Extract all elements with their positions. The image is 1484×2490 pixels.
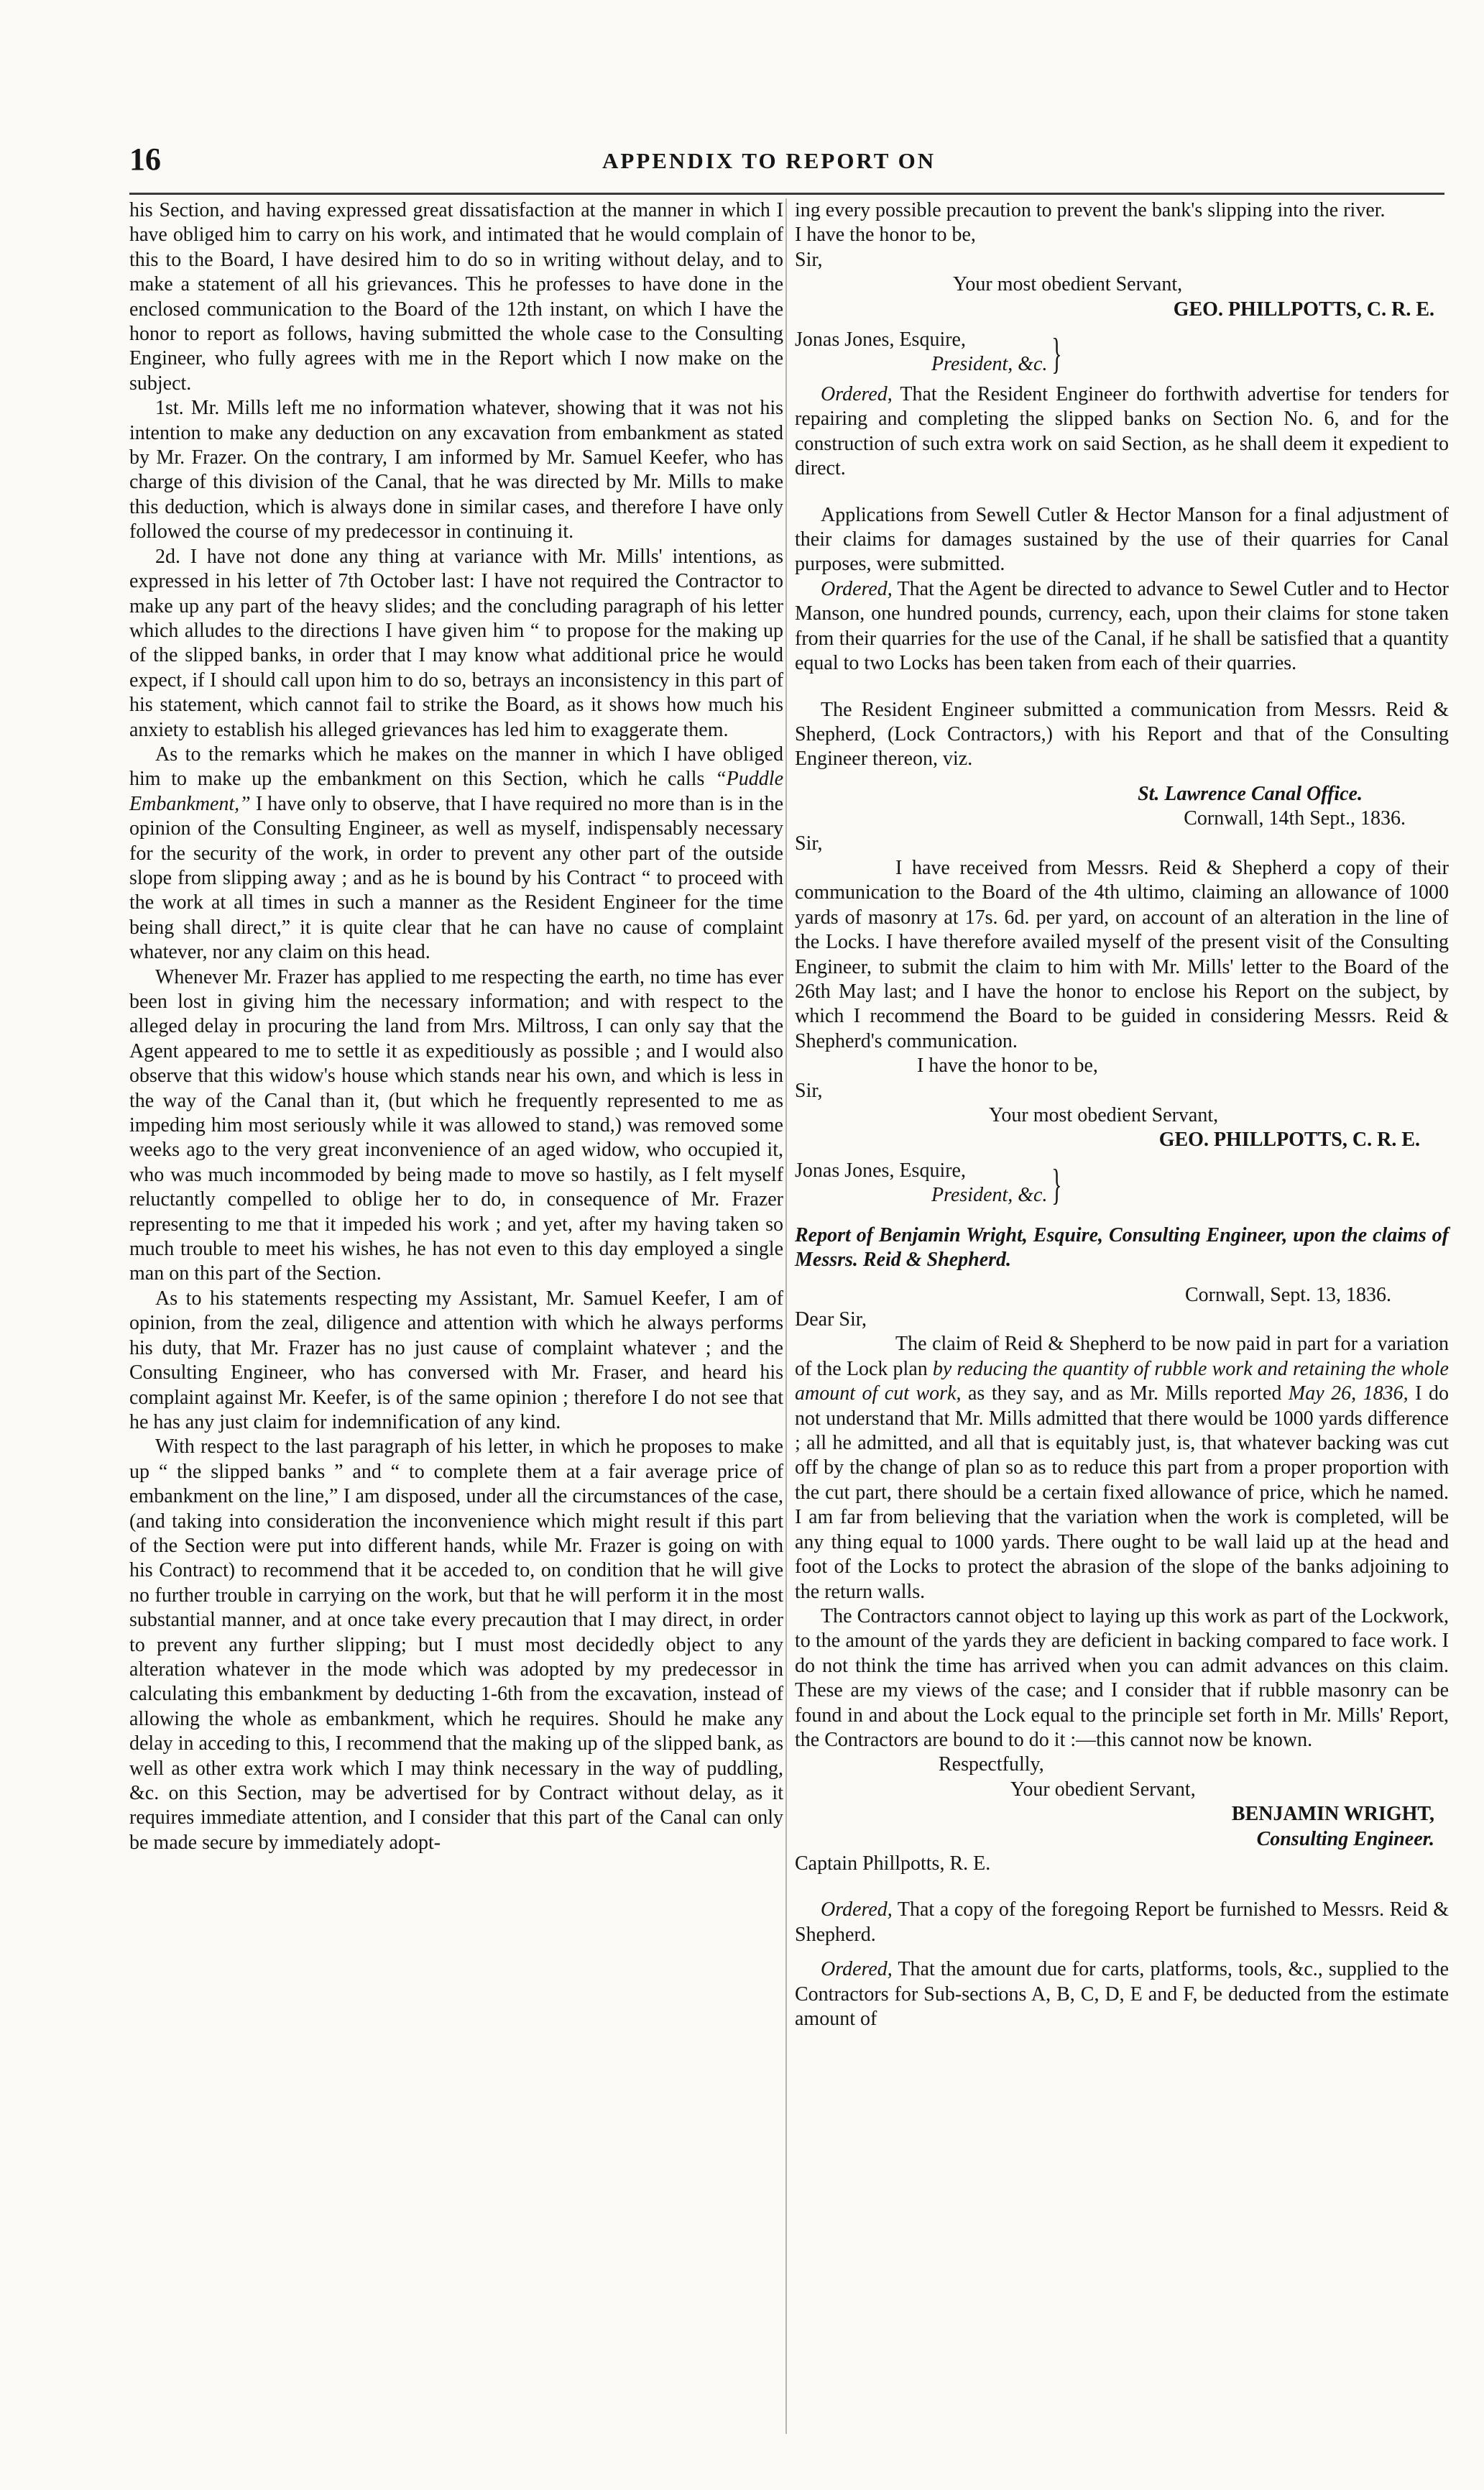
text-run: That the Agent be directed to advance to Sewel Cutler and to Hector Manson, one hundred pounds, currency, each, upon their claims for stone taken from their quarries for the use of the Canal, if he shall be satisfied that a quantity equal to two Locks has been taken from each of their quarries. xyxy=(795,577,1449,675)
text-run: That the Resident Engineer do forthwith advertise for tenders for repairing and completing the slipped banks on Section No. 6, and for the construction of such extra work on said Section, as he shall deem it expedient to direct. xyxy=(795,383,1449,480)
paragraph-ordered-advance xyxy=(795,577,1449,676)
paragraph-letter-body: I have received from Messrs. Reid & Shepherd a copy of their communication to the Board of the 4th ultimo, claiming an allowance of 1000 yards of masonry at 17s. 6d. per yard, on account of an alteration in the line of the Locks. I have therefore availed myself of the present visit of the Consulting Engineer, to submit the claim to him with Mr. Mills' letter to the Board of the 26th May last; and I have the honor to enclose his Report on the subject, by which I recommend the Board to be guided in considering Messrs. Reid & Shepherd's communication. xyxy=(795,856,1449,1052)
paragraph-applications: Applications from Sewell Cutler & Hector Manson for a final adjustment of their claims for damages sustained by the use of their quarries for Canal purposes, were submitted. xyxy=(795,503,1449,576)
paragraph-ordered-copy xyxy=(795,1898,1449,1947)
closing-respectfully: Respectfully, xyxy=(939,1753,1044,1776)
text-run: That a copy of the foregoing Report be furnished to Messrs. Reid & Shepherd. xyxy=(795,1898,1449,1946)
text-run: That the amount due for carts, platforms, tools, &c., supplied to the Contractors for Sub-sections A, B, C, D, E and F, be deducted from the estimate amount of xyxy=(795,1958,1449,2030)
report-title: Report of Benjamin Wright, Esquire, Consulting Engineer, upon the claims of Messrs. Reid & Shepherd. xyxy=(795,1223,1449,1272)
closing-servant: Your most obedient Servant, xyxy=(953,273,1183,296)
closing-line: I have the honor to be, xyxy=(795,224,976,247)
addressee-block xyxy=(795,328,1449,378)
addressee-name: Jonas Jones, Esquire, xyxy=(795,329,966,352)
brace-glyph: } xyxy=(1051,1160,1062,1208)
paragraph-wright-contractors: The Contractors cannot object to laying up this work as part of the Lockwork, to the amount of the yards they are deficient in backing compared to face work. I do not think the time has arrived when you can admit advances on this claim. These are my views of the case; and I consider that if rubble masonry can be found in and about the Lock equal to the principle set forth in Mr. Mills' Report, the Contractors are bound to do it :—this cannot now be known. xyxy=(795,1604,1449,1751)
addressee-name: Jonas Jones, Esquire, xyxy=(795,1159,966,1182)
ordered-label: Ordered, xyxy=(821,383,893,406)
text-run: I do not understand that Mr. Mills admitted that there would be 1000 yards difference ; all he admitted, and all that is equitably just, is, that whatever backing was cut off by the change of plan so as to reduce this part from a proper proportion with the cut part, there should be a certain fixed allowance of price, which he named. I am far from believing that the variation when the work is completed, will be any thing equal to 1000 yards. There ought to be wall laid up at the head and foot of the Locks to protect the abrasion of the slope of the banks adjoining to the return walls. xyxy=(795,1382,1449,1603)
addressee-captain: Captain Phillpotts, R. E. xyxy=(795,1852,991,1875)
right-column xyxy=(795,198,1449,2031)
left-column xyxy=(129,198,783,1855)
ordered-label: Ordered, xyxy=(821,1898,893,1921)
addressee-block xyxy=(795,1159,1449,1209)
salutation-sir: Sir, xyxy=(795,832,823,855)
signature-role: Consulting Engineer. xyxy=(1256,1827,1434,1850)
report-date: Cornwall, Sept. 13, 1836. xyxy=(1185,1283,1391,1306)
paragraph-resident-submitted: The Resident Engineer submitted a communication from Messrs. Reid & Shepherd, (Lock Contractors,) with his Report and that of the Consulting Engineer thereon, viz. xyxy=(795,698,1449,771)
text-run: I have only to observe, that I have required no more than is in the opinion of the Consulting Engineer, as well as myself, indispensably necessary for the security of the work, in order to prevent any other part of the outside slope from slipping away ; and as he is bound by his Contract “ to proceed with the work at all times in such a manner as the Resident Engineer for the time being shall direct,” it is quite clear that he can have no cause of complaint whatever, nor any claim on this head. xyxy=(129,792,783,964)
paragraph-wright-claim xyxy=(795,1332,1449,1604)
paragraph-puddle-embankment xyxy=(129,743,783,965)
paragraph-second-point: 2d. I have not done any thing at variance with Mr. Mills' intentions, as expressed in his letter of 7th October last: I have not required the Contractor to make up any part of the heavy slides; and the concluding paragraph of his letter which alludes to the directions I have given him “ to propose for the making up of the slipped banks, in order that I may know what additional price he would expect, if I should call upon him to do so, betrays an inconsistency in this part of his statement, which cannot fail to strike the Board, as it shows how much his anxiety to establish his alleged grievances has led him to exaggerate them. xyxy=(129,545,783,741)
page-number: 16 xyxy=(129,142,161,177)
paragraph-last-paragraph: With respect to the last paragraph of his letter, in which he proposes to make up “ the slipped banks ” and “ to complete them at a fair average price of embankment on the line,” I am disposed, under all the circumstances of the case, (and taking into consideration the inconvenience which might result if this part of the Section were put into different hands, while Mr. Frazer is going on with his Contract) to recommend that it be acceded to, on condition that he will give no further trouble in carrying on the work, but that he will perform it in the most substantial manner, and at once take every precaution that I may direct, in order to prevent any further slipping; but I must most decidedly object to any alteration whatever in the mode which was adopted by my predecessor in calculating this embankment by deducting 1-6th from the excavation, instead of allowing the whole as embankment, which he requires. Should he make any delay in acceding to this, I recommend that the making up of the slipped bank, as well as other extra work which I may think necessary in the way of puddling, &c. on this Section, may be advertised for by Contract without delay, as it requires immediate attention, and I consider that this part of the Canal can only be made secure by immediately adopt- xyxy=(129,1435,783,1854)
signature-phillpotts: GEO. PHILLPOTTS, C. R. E. xyxy=(1158,1129,1420,1152)
paragraph-ordered-carts xyxy=(795,1957,1449,2031)
paragraph-land-delay: Whenever Mr. Frazer has applied to me respecting the earth, no time has ever been lost in giving him the necessary information; and with respect to the alleged delay in procuring the land from Mrs. Miltross, I can only say that the Agent appeared to me to settle it as expeditiously as possible ; and I would also observe that this widow's house which stands near his own, and which is less in the way of the Canal than it, (but which he frequently represented to me as impeding him most seriously while it was allowed to stand,) was removed some weeks ago to the very great inconvenience of an aged widow, who occupied it, who was much incommoded by being made to move so hastily, as I felt myself reluctantly compelled to oblige her to do, in consequence of Mr. Frazer representing to me that it impeded his work ; and yet, after my having taken so much trouble to meet his wishes, he has not even to this day employed a single man on this part of the Section. xyxy=(129,965,783,1285)
paragraph-ordered-tenders xyxy=(795,382,1449,482)
office-date: Cornwall, 14th Sept., 1836. xyxy=(1184,807,1406,830)
paragraph-continuation: ing every possible precaution to prevent the bank's slipping into the river. xyxy=(795,199,1386,221)
paragraph-first-point: 1st. Mr. Mills left me no information whatever, showing that it was not his intention to make any deduction on any excavation from embankment as stated by Mr. Frazer. On the contrary, I am informed by Mr. Samuel Keefer, who has charge of this division of the Canal, that he was directed by Mr. Mills to make this deduction, which is always done in similar cases, and therefore I have only followed the course of my predecessor in continuing it. xyxy=(129,397,783,543)
closing-servant: Your most obedient Servant, xyxy=(989,1104,1219,1126)
running-head: APPENDIX TO REPORT ON xyxy=(602,148,936,173)
ordered-label: Ordered, xyxy=(821,577,893,600)
signature-phillpotts: GEO. PHILLPOTTS, C. R. E. xyxy=(1173,298,1434,321)
addressee-title: President, &c. xyxy=(931,353,1048,376)
header-rule xyxy=(129,193,1444,195)
addressee-title: President, &c. xyxy=(931,1183,1048,1206)
paragraph-assistant: As to his statements respecting my Assistant, Mr. Samuel Keefer, I am of opinion, from the zeal, diligence and attention with which he always performs his duty, that Mr. Frazer has no just cause of complaint whatever ; and the Consulting Engineer, who has conversed with Mr. Fraser, and heard his complaint against Mr. Keefer, is of the same opinion ; therefore I do not see that he has any just claim for indemnification of any kind. xyxy=(129,1287,783,1433)
signature-wright: BENJAMIN WRIGHT, xyxy=(1231,1803,1434,1826)
emphasis-text: May 26, 1836, xyxy=(1288,1382,1409,1405)
emphasis-text: “Puddle Embankment,” xyxy=(129,768,783,815)
closing-sir: Sir, xyxy=(795,248,823,271)
ordered-label: Ordered, xyxy=(821,1958,893,1981)
brace-glyph: } xyxy=(1051,330,1062,378)
text-run: as they say, and as Mr. Mills reported xyxy=(961,1382,1289,1405)
closing-sir: Sir, xyxy=(795,1079,823,1102)
salutation-dear-sir: Dear Sir, xyxy=(795,1308,867,1331)
column-divider xyxy=(785,198,787,2434)
emphasis-text: by reducing the quantity of rubble work and retaining the whole amount of cut work, xyxy=(795,1357,1449,1405)
closing-line: I have the honor to be, xyxy=(917,1055,1098,1078)
text-run: As to the remarks which he makes on the manner in which I have obliged him to make up the embankment on this Section, which he calls xyxy=(129,743,783,791)
paragraph-report-intro: his Section, and having expressed great dissatisfaction at the manner in which I have obliged him to carry on his work, and intimated that he would complain of this to the Board, I have desired him to do so in writing without delay, and to make a statement of all his grievances. This he professes to have done in the enclosed communication to the Board of the 12th instant, on which I have the honor to report as follows, having submitted the whole case to the Consulting Engineer, who fully agrees with me in the Report which I now make on the subject. xyxy=(129,199,783,395)
text-run: The claim of Reid & Shepherd to be now paid in part for a variation of the Lock plan xyxy=(795,1333,1449,1380)
closing-servant: Your obedient Servant, xyxy=(1010,1778,1196,1801)
office-heading: St. Lawrence Canal Office. xyxy=(1138,782,1363,805)
